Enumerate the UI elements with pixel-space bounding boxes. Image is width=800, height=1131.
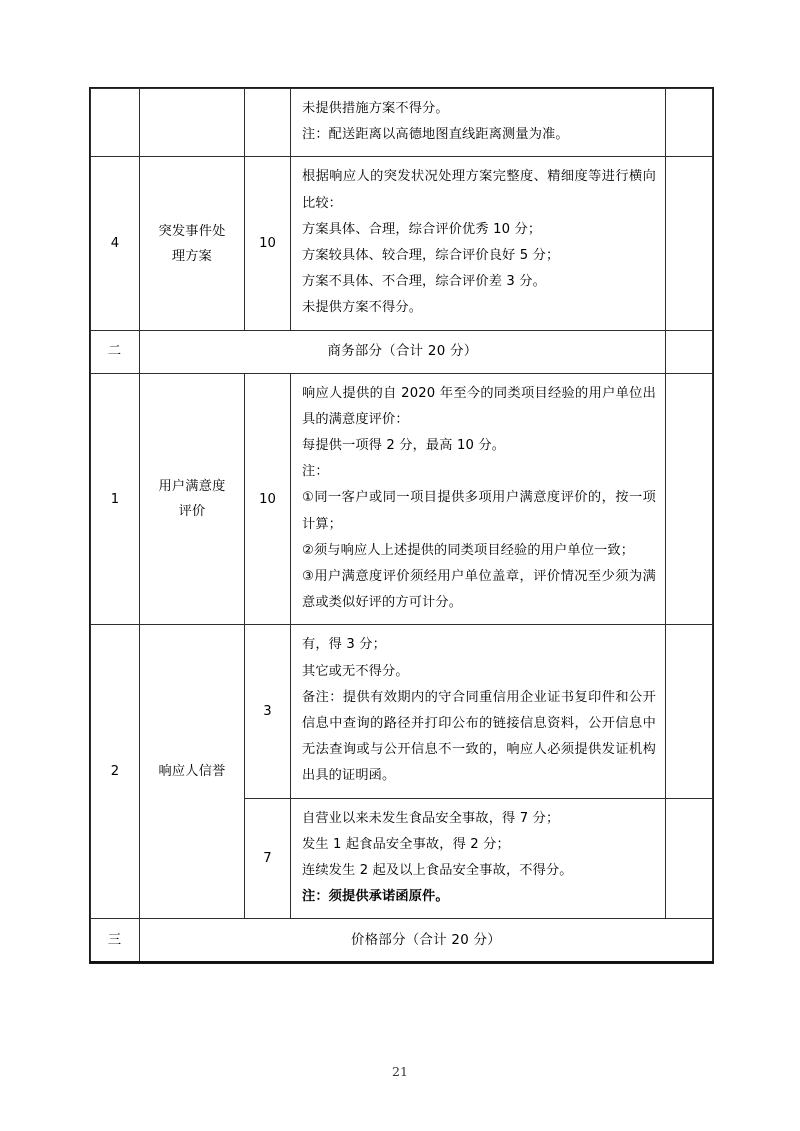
row-index-cell [91,157,140,330]
section-label: 二 [107,343,123,359]
criteria-line: 自营业以来未发生食品安全事故，得 7 分； [302,810,560,826]
table-row [91,373,713,625]
row-description-cell [291,798,666,919]
section-title: 价格部分（合计 20 分） [351,932,501,948]
criteria-line: 方案较具体、较合理，综合评价良好 5 分； [302,248,560,264]
row-score-value: 3 [263,704,272,720]
section-title: 商务部分（合计 20 分） [327,343,478,359]
row-index-value: 1 [110,491,120,507]
section-title-cell [140,919,713,963]
row-name-cell [140,157,245,330]
row-description-cell [291,625,666,798]
criteria-line: 发生 1 起食品安全事故，得 2 分； [302,836,510,852]
row-description-cell [291,157,666,330]
criteria-line: 未提供措施方案不得分。 [302,101,449,116]
table-row [91,625,713,798]
criteria-line: 其它或无不得分。 [302,663,409,679]
row-score-cell [245,798,291,919]
criteria-line: 方案不具体、不合理，综合评价差 3 分。 [302,274,546,290]
criteria-line: 注： [302,464,329,480]
row-name-line: 突发事件处 [158,223,226,239]
row-name-cell [140,89,245,157]
row-index-value: 4 [110,236,120,252]
row-index-cell [91,373,140,625]
criteria-line: 未提供方案不得分。 [302,300,423,316]
row-name-line: 理方案 [171,248,213,264]
section-label-cell [91,330,140,373]
criteria-line: 注：配送距离以高德地图直线距离测量为准。 [302,127,569,143]
row-name-line: 响应人信誉 [158,764,226,780]
table-row [91,157,713,330]
section-label-cell [91,919,140,963]
row-score-cell [245,373,291,625]
row-remark-cell [666,157,713,330]
row-index-cell [91,89,140,157]
row-name-line: 评价 [178,504,206,520]
row-description-cell [291,89,666,157]
criteria-line: 备注：提供有效期内的守合同重信用企业证书复印件和公开信息中查询的路径并打印公布的链接信息资料，公开信息中无法查询或与公开信息不一致的，响应人必须提供发证机构出具的证明函。 [302,689,656,784]
criteria-line: 有，得 3 分； [302,637,386,653]
row-index-value: 2 [110,764,120,780]
row-remark-cell [666,625,713,798]
section-label: 三 [107,932,123,948]
criteria-line: 响应人提供的自 2020 年至今的同类项目经验的用户单位出具的满意度评价： [302,385,656,427]
row-index-cell [91,625,140,919]
page-number: 21 [392,1064,408,1079]
row-remark-cell [666,89,713,157]
section-remark-cell [666,330,713,373]
section-title-cell [140,330,666,373]
row-description-cell [291,373,666,625]
row-score-cell [245,89,291,157]
table-row [91,89,713,157]
criteria-line-note: 注：须提供承诺函原件。 [302,889,449,905]
row-score-value: 10 [259,236,276,252]
row-score-cell [245,625,291,798]
criteria-line: ②须与响应人上述提供的同类项目经验的用户单位一致； [302,542,635,558]
row-score-cell [245,157,291,330]
criteria-line: 方案具体、合理，综合评价优秀 10 分； [302,221,542,237]
row-score-value: 7 [263,851,272,867]
scoring-criteria-table [90,88,713,963]
criteria-line: 根据响应人的突发状况处理方案完整度、精细度等进行横向比较： [302,169,656,211]
criteria-line: 每提供一项得 2 分，最高 10 分。 [302,438,506,454]
row-remark-cell [666,798,713,919]
row-remark-cell [666,373,713,625]
section-header-row [91,919,713,963]
row-score-value: 10 [259,491,276,507]
criteria-line: ③用户满意度评价须经用户单位盖章，评价情况至少须为满意或类似好评的方可计分。 [302,569,656,611]
section-header-row [91,330,713,373]
criteria-line: 连续发生 2 起及以上食品安全事故，不得分。 [302,863,573,879]
row-name-line: 用户满意度 [158,479,226,495]
criteria-line: ①同一客户或同一项目提供多项用户满意度评价的，按一项计算； [302,490,656,532]
row-name-cell [140,625,245,919]
row-name-cell [140,373,245,625]
